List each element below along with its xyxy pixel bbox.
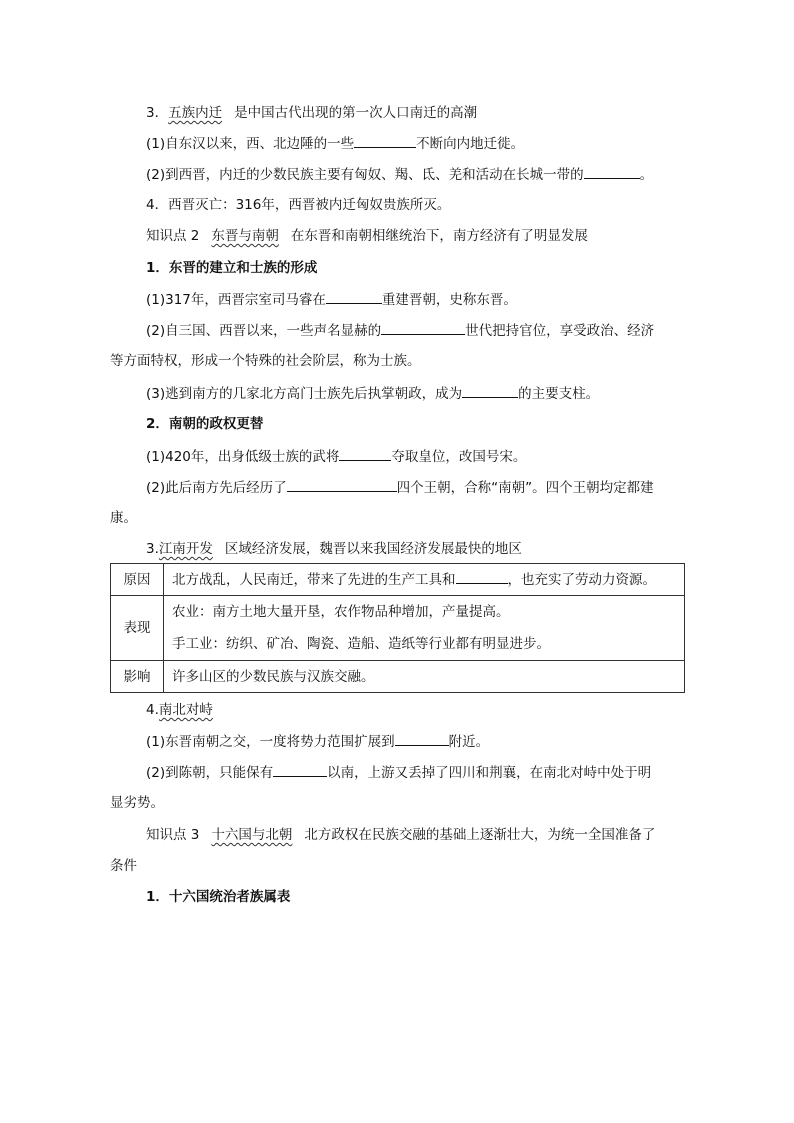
row-header: 原因 xyxy=(111,564,164,596)
question-2-continued: 等方面特权，形成一个特殊的社会阶层，称为士族。 xyxy=(110,353,421,369)
fill-blank[interactable] xyxy=(287,477,397,492)
question-2: (2)到西晋，内迁的少数民族主要有匈奴、羯、氐、羌和活动在长城一带的 。 xyxy=(146,164,686,185)
item-3-heading: 3．五族内迁 是中国古代出现的第一次人口南迁的高潮 xyxy=(146,105,478,121)
subheading-1: 1．十六国统治者族属表 xyxy=(146,889,291,905)
fill-blank[interactable] xyxy=(326,289,382,304)
table-row xyxy=(111,661,685,693)
question-2: (2)此后南方先后经历了 四个王朝，合称“南朝”。四个王朝均定都建 xyxy=(146,477,686,498)
table-cell: 北方战乱，人民南迁，带来了先进的生产工具和 ，也充实了劳动力资源。 xyxy=(164,564,685,596)
question-2-continued: 康。 xyxy=(110,510,137,526)
subheading-3: 3.江南开发 区域经济发展，魏晋以来我国经济发展最快的地区 xyxy=(146,541,522,557)
table-cell: 许多山区的少数民族与汉族交融。 xyxy=(164,661,685,693)
question-3: (3)逃到南方的几家北方高门士族先后执掌朝政，成为 的主要支柱。 xyxy=(146,383,686,404)
table-row xyxy=(111,596,685,661)
knowledge-point-3-continued: 条件 xyxy=(110,858,137,874)
knowledge-point-3-heading: 知识点 3 十六国与北朝 北方政权在民族交融的基础上逐渐壮大，为统一全国准备了 xyxy=(146,827,656,843)
question-2: (2)到陈朝，只能保有 以南，上游又丢掉了四川和荆襄，在南北对峙中处于明 xyxy=(146,762,686,783)
subheading-4: 4.南北对峙 xyxy=(146,702,213,718)
topic-five-tribes: 五族内迁 xyxy=(168,105,223,121)
question-1: (1)自东汉以来，西、北边陲的一些 不断向内地迁徙。 xyxy=(146,133,686,154)
question-2: (2)自三国、西晋以来，一些声名显赫的 世代把持官位，享受政治、经济 xyxy=(146,320,686,341)
fill-blank[interactable] xyxy=(584,164,640,179)
question-1: (1)317年，西晋宗室司马睿在 重建晋朝，史称东晋。 xyxy=(146,289,686,310)
fill-blank[interactable] xyxy=(354,133,416,148)
agriculture-text: 农业：南方土地大量开垦，农作物品种增加，产量提高。 xyxy=(172,604,510,620)
question-2-continued: 显劣势。 xyxy=(110,795,164,811)
question-1: (1)东晋南朝之交，一度将势力范围扩展到 附近。 xyxy=(146,731,686,752)
subheading-1: 1．东晋的建立和士族的形成 xyxy=(146,260,318,276)
fill-blank[interactable] xyxy=(381,320,465,335)
fill-blank[interactable] xyxy=(395,731,449,746)
row-header: 影响 xyxy=(111,661,164,693)
table-cell xyxy=(164,596,685,661)
jiangnan-development-table xyxy=(110,563,685,693)
table-row xyxy=(111,564,685,596)
row-header: 表现 xyxy=(111,596,164,661)
fill-blank[interactable] xyxy=(273,762,327,777)
fill-blank[interactable] xyxy=(339,446,391,461)
handicraft-text: 手工业：纺织、矿冶、陶瓷、造船、造纸等行业都有明显进步。 xyxy=(172,636,550,652)
item-4: 4．西晋灭亡：316年，西晋被内迁匈奴贵族所灭。 xyxy=(146,197,451,213)
subheading-2: 2．南朝的政权更替 xyxy=(146,416,264,432)
knowledge-point-2-heading: 知识点 2 东晋与南朝 在东晋和南朝相继统治下，南方经济有了明显发展 xyxy=(146,228,588,244)
fill-blank[interactable] xyxy=(456,569,508,584)
question-1: (1)420年，出身低级士族的武将 夺取皇位，改国号宋。 xyxy=(146,446,686,467)
fill-blank[interactable] xyxy=(462,383,518,398)
